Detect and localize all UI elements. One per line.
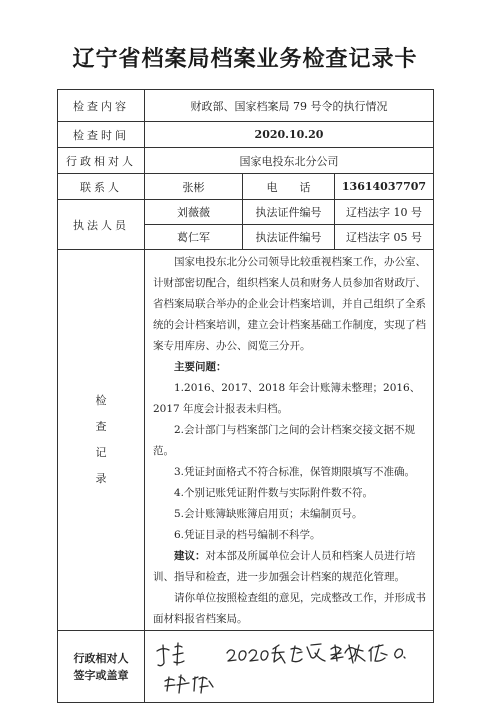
suggestion-heading: 建议： <box>174 550 206 562</box>
closing-paragraph: 请你单位按照检查组的意见，完成整改工作，并形成书面材料报省档案局。 <box>153 592 426 625</box>
content-label: 检查内容 <box>58 90 145 122</box>
row-signature <box>58 631 434 703</box>
issue-item: 5.会计账簿缺账簿启用页；未编制页号。 <box>174 508 363 520</box>
contact-name: 张彬 <box>145 174 243 200</box>
suggestion-paragraph <box>153 546 427 588</box>
enforcer-name: 刘薇薇 <box>145 200 243 225</box>
record-label <box>58 250 145 631</box>
signature-area <box>145 631 434 703</box>
counterpart-label: 行政相对人 <box>58 148 145 174</box>
row-enforcer-1 <box>58 200 434 225</box>
record-intro: 国家电投东北分公司领导比较重视档案工作，办公室、计财部密切配合，组织档案人员和财务人员参加省财政厅、省档案局联合举办的企业会计档案培训，并自己组织了全系统的会计档案培训，建立会计档案基础工作制度，实现了档案专用库房、办公、阅览三分开。 <box>153 256 426 352</box>
row-time <box>58 122 434 148</box>
record-label-char: 查 <box>95 420 107 433</box>
issue-item: 3.凭证封面格式不符合标准，保管期限填写不准确。 <box>174 466 416 478</box>
suggestion-text: 对本部及所属单位会计人员和档案人员进行培训、指导和检查，进一步加强会计档案的规范化管理。 <box>153 550 416 583</box>
cert-label: 执法证件编号 <box>243 225 335 250</box>
inspection-record-table <box>57 89 434 703</box>
issues-heading: 主要问题： <box>174 361 227 373</box>
contact-label: 联系人 <box>58 174 145 200</box>
issue-item: 4.个别记账凭证附件数与实际附件数不符。 <box>174 487 374 499</box>
record-label-char: 记 <box>95 446 107 459</box>
enforcer-name: 葛仁军 <box>145 225 243 250</box>
record-label-char: 录 <box>95 472 107 485</box>
record-body <box>145 250 434 631</box>
cert-label: 执法证件编号 <box>243 200 335 225</box>
handwritten-signature <box>145 631 433 703</box>
row-record <box>58 250 434 631</box>
time-value: 2020.10.20 <box>145 122 434 148</box>
counterpart-value: 国家电投东北分公司 <box>145 148 434 174</box>
row-content <box>58 90 434 122</box>
phone-label: 电 话 <box>243 174 335 200</box>
issue-item: 2.会计部门与档案部门之间的会计档案交接文据不规范。 <box>153 424 416 457</box>
row-contact <box>58 174 434 200</box>
signature-label-line: 行政相对人 <box>73 651 129 665</box>
issue-item: 6.凭证目录的档号编制不科学。 <box>174 529 321 541</box>
cert-number: 辽档法字 10 号 <box>335 200 434 225</box>
record-label-char: 检 <box>95 394 107 407</box>
signature-label <box>58 631 145 703</box>
row-counterpart <box>58 148 434 174</box>
signature-label-line: 签字或盖章 <box>73 668 129 682</box>
time-label: 检查时间 <box>58 122 145 148</box>
phone-value: 13614037707 <box>335 174 434 200</box>
enforcer-label: 执法人员 <box>58 200 145 250</box>
cert-number: 辽档法字 05 号 <box>335 225 434 250</box>
content-value: 财政部、国家档案局 79 号令的执行情况 <box>145 90 434 122</box>
issue-item: 1.2016、2017、2018 年会计账簿未整理；2016、2017 年度会计报表未归档。 <box>153 382 421 415</box>
page-title: 辽宁省档案局档案业务检查记录卡 <box>72 47 418 72</box>
